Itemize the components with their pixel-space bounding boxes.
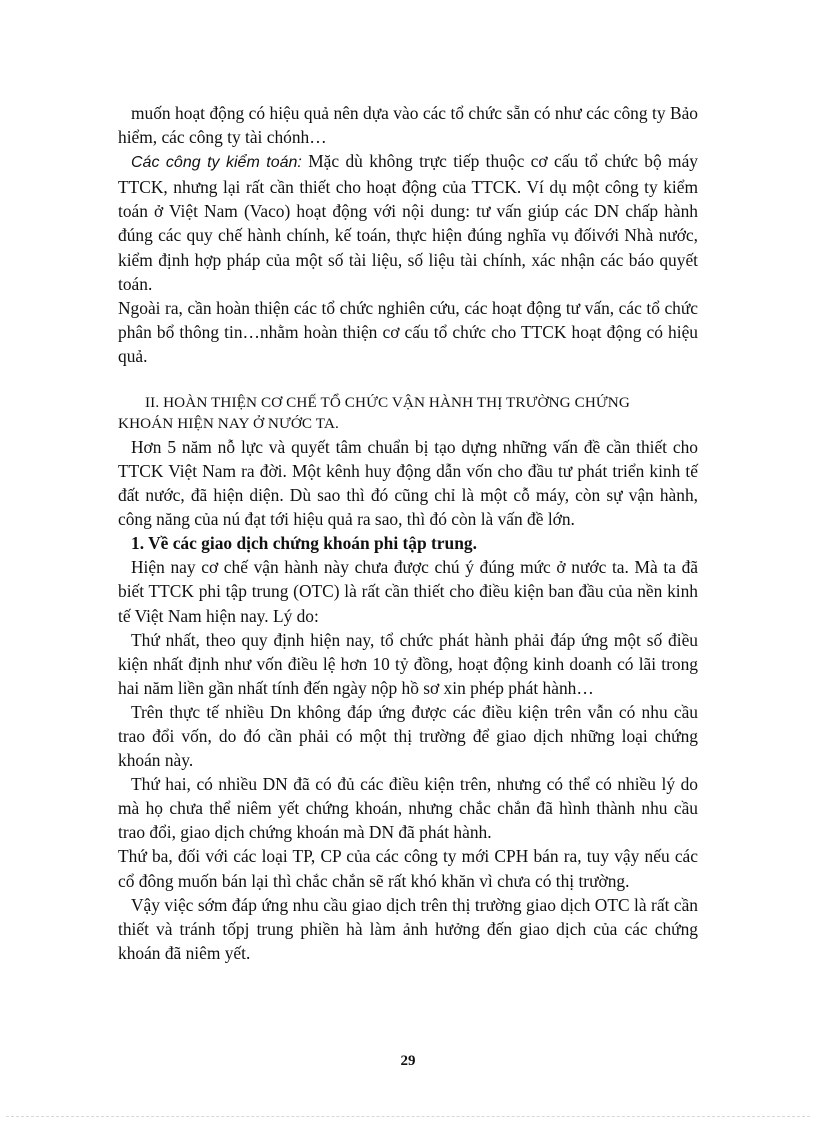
paragraph-8: Thứ hai, có nhiều DN đã có đủ các điều kiện trên, nhưng có thể có nhiều lý do mà họ chưa thể niêm yết chứng khoán, nhưng chắc chắn đã hình thành nhu cầu trao đổi, giao dịch chứng khoán mà DN đã phát hành. (118, 774, 698, 843)
paragraph-2-text: Mặc dù không trực tiếp thuộc cơ cấu tổ chức bộ máy TTCK, nhưng lại rất cần thiết cho hoạt động của TTCK. Ví dụ một công ty kiểm toán ở Việt Nam (Vaco) hoạt động với nội dung: tư vấn giúp các DN chấp hành đúng các quy chế hành chính, kế toán, thực hiện đúng nghĩa vụ đốivới Nhà nước, kiểm định hợp pháp của một số tài liệu, số liệu tài chính, xác nhận các báo quyết toán. (118, 151, 698, 294)
paragraph-6: Thứ nhất, theo quy định hiện nay, tổ chức phát hành phải đáp ứng một số điều kiện nhất định như vốn điều lệ hơn 10 tỷ đồng, hoạt động kinh doanh có lãi trong hai năm liền gần nhất tính đến ngày nộp hồ sơ xin phép phát hành… (118, 629, 698, 698)
section-heading-line-1: II. HOÀN THIỆN CƠ CHẾ TỔ CHỨC VẬN HÀNH THỊ TRƯỜNG CHỨNG (145, 394, 630, 412)
page-number: 29 (400, 1053, 416, 1069)
paragraph-10: Vậy việc sớm đáp ứng nhu cầu giao dịch trên thị trường giao dịch OTC là rất cần thiết và tránh tốpj trung phiền hà làm ảnh hưởng đến giao dịch của các chứng khoán đã niêm yết. (118, 894, 698, 963)
paragraph-1: muốn hoạt động có hiệu quả nên dựa vào các tổ chức sẵn có như các công ty Bảo hiểm, các công ty tài chónh… (118, 103, 698, 148)
subsection-heading: 1. Về các giao dịch chứng khoán phi tập trung. (131, 533, 477, 554)
paragraph-3: Ngoài ra, cần hoàn thiện các tổ chức nghiên cứu, các hoạt động tư vấn, các tổ chức phân bổ thông tin…nhằm hoàn thiện cơ cấu tổ chức cho TTCK hoạt động có hiệu quả. (118, 297, 698, 366)
paragraph-4: Hơn 5 năm nỗ lực và quyết tâm chuẩn bị tạo dựng những vấn đề cần thiết cho TTCK Việt Nam ra đời. Một kênh huy động dẫn vốn cho đầu tư phát triển kinh tế đất nước, đã hiện diện. Dù sao thì đó cũng chỉ là một cỗ máy, còn sự vận hành, công năng của nú đạt tới hiệu quả ra sao, thì đó còn là vấn đề lớn. (118, 436, 698, 530)
section-heading-line-2: KHOÁN HIỆN NAY Ở NƯỚC TA. (118, 415, 339, 433)
paragraph-7: Trên thực tế nhiều Dn không đáp ứng được các điều kiện trên vẫn có nhu cầu trao đổi vốn, do đó cần phải có một thị trường để giao dịch những loại chứng khoán này. (118, 701, 698, 771)
paragraph-2-lead: Các công ty kiểm toán: (131, 154, 302, 172)
paragraph-2 (118, 149, 698, 296)
paragraph-9: Thứ ba, đối với các loại TP, CP của các công ty mới CPH bán ra, tuy vậy nếu các cổ đông muốn bán lại thì chắc chắn sẽ rất khó khăn vì chưa có thị trường. (118, 846, 698, 891)
document-body (118, 101, 698, 965)
page-bottom-divider (6, 1116, 810, 1117)
paragraph-5: Hiện nay cơ chế vận hành này chưa được chú ý đúng mức ở nước ta. Mà ta đã biết TTCK phi tập trung (OTC) là rất cần thiết cho điều kiện ban đầu của nền kinh tế Việt Nam hiện nay. Lý do: (118, 557, 698, 626)
